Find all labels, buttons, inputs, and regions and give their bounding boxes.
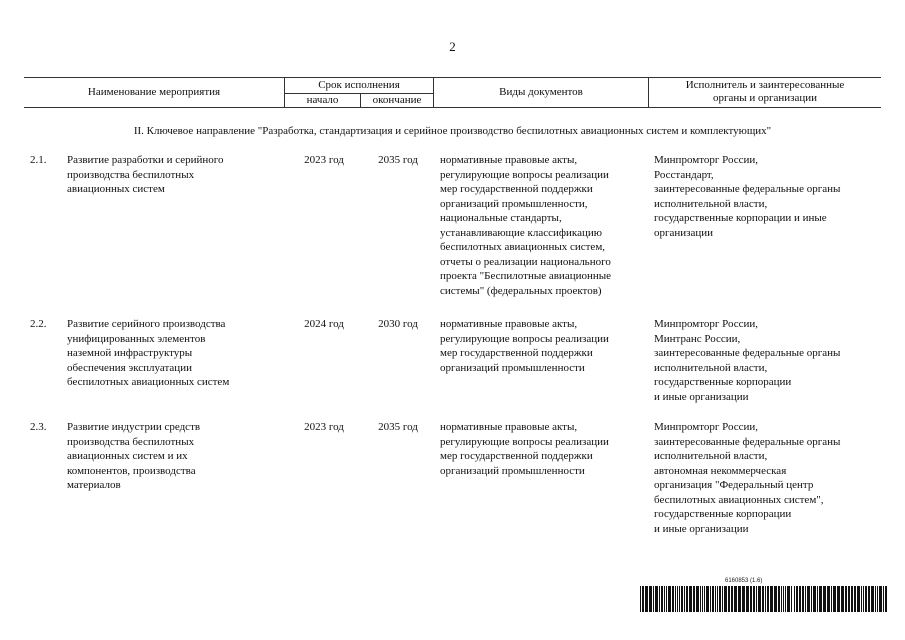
row-name-line: производства беспилотных (67, 168, 195, 181)
row-name (67, 420, 287, 493)
row-name-line: Развитие индустрии средств (67, 421, 201, 433)
header-start: начало (306, 94, 339, 106)
row-exec-line: заинтересованные федеральные органы (654, 435, 841, 448)
row-docs-line: организаций промышленности, (440, 197, 588, 210)
row-docs-line: мер государственной поддержки (440, 183, 593, 195)
row-name-line: обеспечения эксплуатации (67, 361, 192, 374)
header-top-rule (24, 77, 881, 78)
row-name-line: унифицированных элементов (67, 332, 206, 345)
header-end: окончание (372, 94, 422, 106)
row-docs-line: системы" (федеральных проектов) (440, 284, 602, 297)
row-exec-line: Минпромторг России, (654, 154, 759, 166)
row-exec-line: организация "Федеральный центр (654, 479, 814, 491)
row-executor (654, 153, 886, 240)
row-start: 2023 год (304, 421, 344, 433)
row-docs-line: организаций промышленности (440, 464, 585, 477)
row-docs-line: беспилотных авиационных систем, (440, 241, 606, 253)
row-exec-line: Минпромторг России, (654, 318, 759, 330)
row-docs-line: отчеты о реализации национального (440, 255, 611, 268)
row-end: 2030 год (378, 318, 418, 330)
row-exec-line: исполнительной власти, (654, 197, 768, 210)
row-name-line: компонентов, производства (67, 464, 196, 477)
row-docs-line: устанавливающие классификацию (440, 226, 602, 239)
section-title: II. Ключевое направление "Разработка, стандартизация и серийное производство беспилотных авиационных систем и комплектующих" (133, 125, 772, 137)
row-docs-line: регулирующие вопросы реализации (440, 332, 609, 345)
row-exec-line: государственные корпорации и иные (654, 212, 827, 224)
row-exec-line: Минпромторг России, (654, 421, 759, 433)
row-exec-line: заинтересованные федеральные органы (654, 347, 841, 359)
row-docs-line: организаций промышленности (440, 361, 585, 374)
header-bottom-rule (24, 107, 881, 108)
row-exec-line: организации (654, 226, 714, 239)
row-exec-line: государственные корпорации (654, 376, 792, 388)
row-name-line: производства беспилотных (67, 435, 195, 448)
row-docs-line: национальные стандарты, (440, 212, 562, 224)
row-docs-line: проекта "Беспилотные авиационные (440, 270, 612, 282)
row-number: 2.3. (30, 421, 47, 433)
row-name-line: Развитие разработки и серийного (67, 154, 224, 166)
row-number: 2.2. (30, 318, 47, 330)
row-exec-line: автономная некоммерческая (654, 464, 787, 477)
document-code: 6160853 (1.6) (725, 578, 763, 584)
row-docs (440, 420, 648, 478)
row-docs-line: нормативные правовые акты, (440, 318, 578, 330)
row-exec-line: и иные организации (654, 390, 749, 403)
row-name-line: авиационных систем и их (67, 450, 188, 462)
row-docs-line: нормативные правовые акты, (440, 154, 578, 166)
header-docs: Виды документов (499, 86, 583, 98)
header-name: Наименование мероприятия (87, 86, 221, 98)
barcode-image (640, 586, 888, 612)
row-name (67, 317, 287, 390)
row-start: 2023 год (304, 154, 344, 166)
row-exec-line: беспилотных авиационных систем", (654, 493, 824, 506)
row-name-line: материалов (67, 479, 121, 491)
row-docs-line: регулирующие вопросы реализации (440, 435, 609, 448)
row-name-line: Развитие серийного производства (67, 318, 226, 330)
page-number: 2 (449, 39, 456, 54)
row-executor (654, 317, 886, 404)
row-docs-line: мер государственной поддержки (440, 450, 593, 462)
row-exec-line: и иные организации (654, 522, 749, 535)
row-executor (654, 420, 886, 536)
row-start: 2024 год (304, 318, 344, 330)
row-docs (440, 153, 648, 298)
row-end: 2035 год (378, 154, 418, 166)
row-exec-line: государственные корпорации (654, 508, 792, 520)
row-docs-line: нормативные правовые акты, (440, 421, 578, 433)
row-end: 2035 год (378, 421, 418, 433)
row-name-line: наземной инфраструктуры (67, 347, 193, 359)
row-exec-line: заинтересованные федеральные органы (654, 183, 841, 195)
header-executor-line: органы и организации (712, 92, 818, 104)
row-exec-line: Минтранс России, (654, 332, 741, 345)
row-exec-line: Росстандарт, (654, 168, 714, 181)
row-name-line: авиационных систем (67, 183, 165, 195)
row-docs (440, 317, 648, 375)
row-number: 2.1. (30, 154, 47, 166)
header-executor (649, 79, 881, 105)
row-docs-line: мер государственной поддержки (440, 347, 593, 359)
row-exec-line: исполнительной власти, (654, 361, 768, 374)
row-docs-line: регулирующие вопросы реализации (440, 168, 609, 181)
header-executor-line: Исполнитель и заинтересованные (685, 79, 845, 91)
row-name (67, 153, 287, 197)
row-exec-line: исполнительной власти, (654, 450, 768, 462)
row-name-line: беспилотных авиационных систем (67, 376, 230, 388)
header-deadline: Срок исполнения (318, 79, 400, 91)
